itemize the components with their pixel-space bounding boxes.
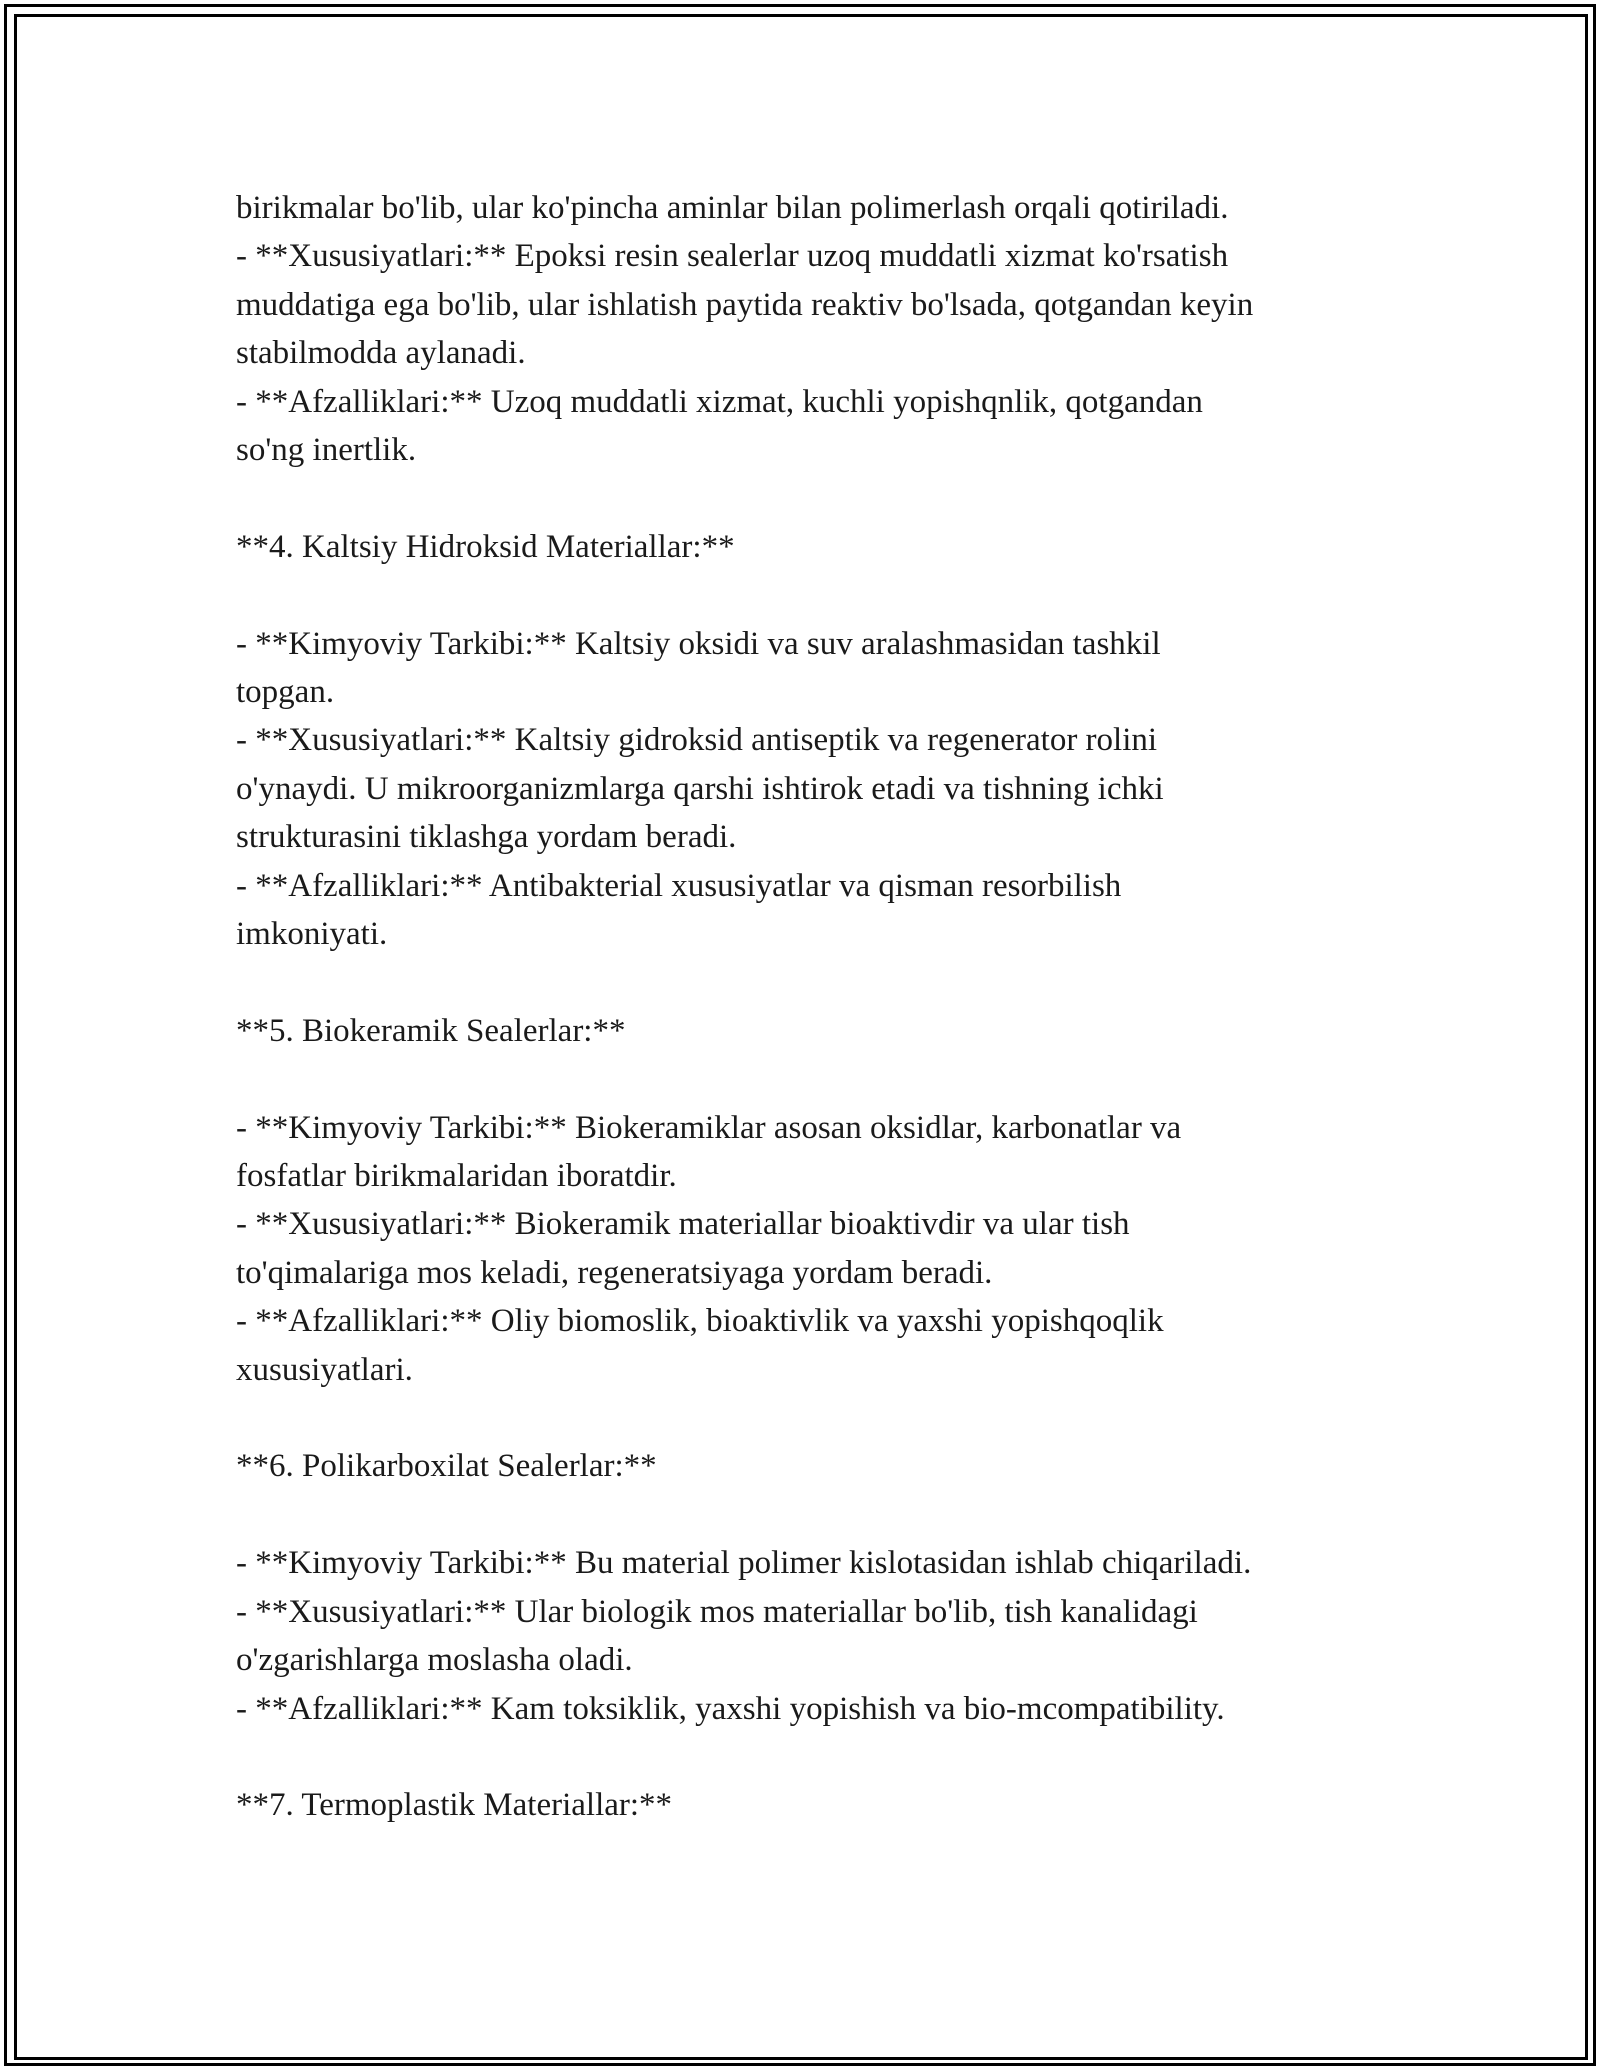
blank-line [236, 1733, 1386, 1781]
text-line: - **Xususiyatlari:** Kaltsiy gidroksid antiseptik va regenerator rolini [236, 722, 1158, 759]
blank-line [236, 1055, 1386, 1103]
text-line: - **Afzalliklari:** Antibakterial xususiyatlar va qisman resorbilish [236, 867, 1122, 904]
blank-line [236, 1394, 1386, 1442]
text-line: o'ynaydi. U mikroorganizmlarga qarshi ishtirok etadi va tishning ichki [236, 770, 1164, 807]
document-body [236, 184, 1386, 1830]
blank-line [236, 1491, 1386, 1539]
text-line: birikmalar bo'lib, ular ko'pincha aminlar bilan polimerlash orqali qotiriladi. [236, 190, 1229, 226]
text-line: stabilmodda aylanadi. [236, 335, 526, 372]
text-line: so'ng inertlik. [236, 432, 417, 469]
section-heading: **5. Biokeramik Sealerlar:** [236, 1012, 626, 1049]
blank-line [236, 571, 1386, 619]
section-heading: **7. Termoplastik Materiallar:** [236, 1787, 673, 1824]
text-line: - **Afzalliklari:** Kam toksiklik, yaxshi yopishish va bio-mcompatibility. [236, 1690, 1225, 1727]
text-line: fosfatlar birikmalaridan iboratdir. [236, 1158, 677, 1195]
text-line: strukturasini tiklashga yordam beradi. [236, 819, 737, 856]
text-line: imkoniyati. [236, 916, 388, 953]
blank-line [236, 474, 1386, 522]
text-line: - **Xususiyatlari:** Ular biologik mos materiallar bo'lib, tish kanalidagi [236, 1593, 1198, 1630]
text-line: topgan. [236, 674, 335, 711]
section-heading: **6. Polikarboxilat Sealerlar:** [236, 1448, 657, 1485]
text-line: - **Xususiyatlari:** Biokeramik materiallar bioaktivdir va ular tish [236, 1206, 1130, 1243]
text-line: - **Afzalliklari:** Uzoq muddatli xizmat, kuchli yopishqnlik, qotgandan [236, 383, 1203, 420]
text-line: o'zgarishlarga moslasha oladi. [236, 1642, 633, 1679]
text-line: muddatiga ega bo'lib, ular ishlatish paytida reaktiv bo'lsada, qotgandan keyin [236, 286, 1254, 323]
text-line: - **Kimyoviy Tarkibi:** Kaltsiy oksidi va suv aralashmasidan tashkil [236, 625, 1161, 662]
text-line: to'qimalariga mos keladi, regeneratsiyaga yordam beradi. [236, 1254, 993, 1291]
blank-line [236, 958, 1386, 1006]
section-heading: **4. Kaltsiy Hidroksid Materiallar:** [236, 528, 735, 565]
text-line: - **Kimyoviy Tarkibi:** Bu material polimer kislotasidan ishlab chiqariladi. [236, 1545, 1252, 1582]
text-line: xususiyatlari. [236, 1351, 413, 1388]
text-line: - **Kimyoviy Tarkibi:** Biokeramiklar asosan oksidlar, karbonatlar va [236, 1109, 1182, 1146]
text-line: - **Afzalliklari:** Oliy biomoslik, bioaktivlik va yaxshi yopishqoqlik [236, 1303, 1164, 1340]
text-line: - **Xususiyatlari:** Epoksi resin sealerlar uzoq muddatli xizmat ko'rsatish [236, 238, 1229, 275]
